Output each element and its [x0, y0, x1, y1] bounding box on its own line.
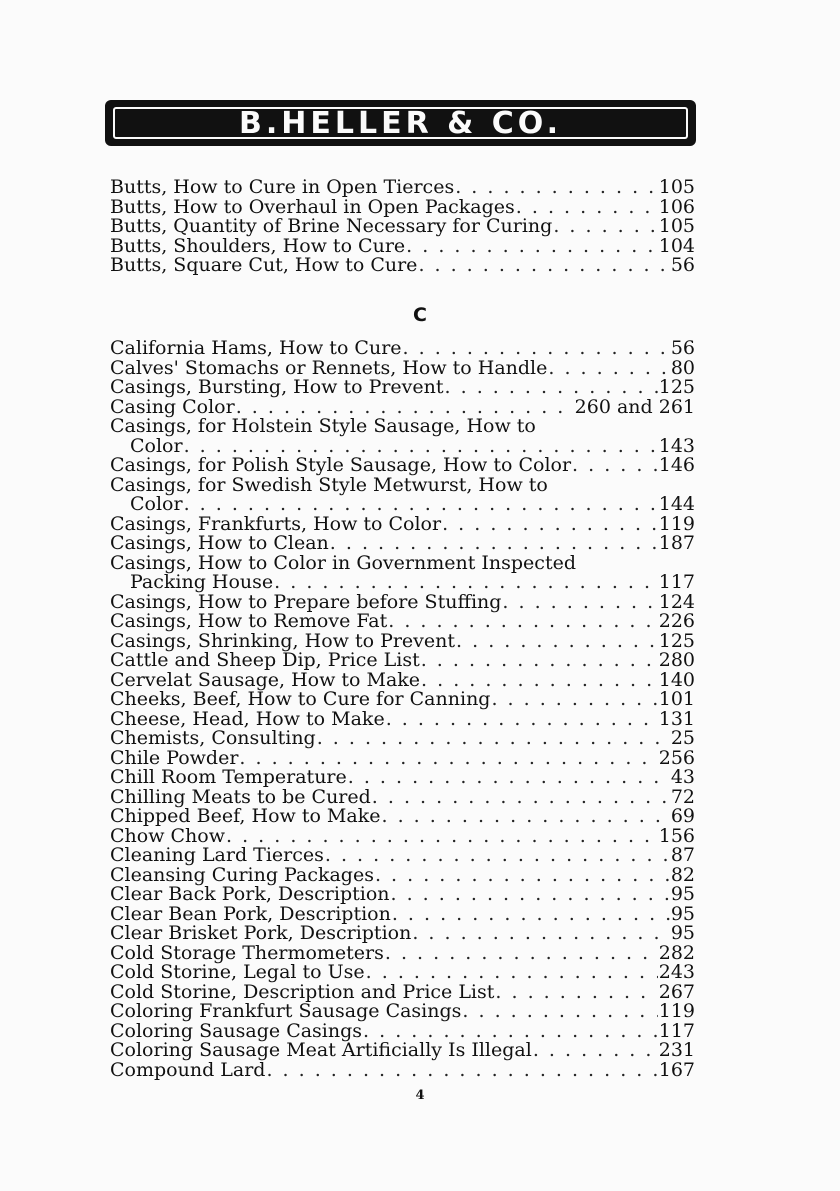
entry-title: Chill Room Temperature — [110, 766, 347, 788]
page-number: 4 — [415, 1088, 425, 1103]
dot-leader — [418, 256, 669, 276]
entry-page: 101 — [658, 688, 695, 710]
index-entry — [110, 456, 695, 476]
entry-title: Cleaning Lard Tierces — [110, 844, 324, 866]
entry-title: Calves' Stomachs or Rennets, How to Handle — [110, 356, 548, 379]
dot-leader — [385, 944, 658, 964]
index-entry — [110, 924, 695, 944]
entry-page: 56 — [670, 337, 695, 359]
index-entry-line: Casings, for Swedish Style Metwurst, How to — [110, 473, 548, 496]
index-entry — [110, 885, 695, 905]
dot-leader — [266, 1061, 657, 1081]
index-entry — [110, 768, 695, 788]
brand-name: B.HELLER & CO. — [239, 105, 562, 141]
dot-leader — [462, 1002, 657, 1022]
entry-page: 131 — [658, 707, 695, 730]
brand-banner-frame — [113, 107, 688, 139]
entry-title: Casings, Frankfurts, How to Color — [110, 512, 442, 535]
dot-leader — [406, 237, 658, 257]
entry-title: Butts, Shoulders, How to Cure — [110, 234, 406, 257]
entry-page: 144 — [658, 493, 695, 515]
index-entry — [110, 217, 695, 237]
index-entry — [110, 256, 695, 276]
dot-leader — [348, 768, 670, 788]
entry-page: 140 — [658, 668, 695, 691]
entry-page: 25 — [670, 727, 695, 749]
entry-page: 72 — [670, 785, 695, 808]
entry-title: Compound Lard — [110, 1058, 266, 1081]
dot-leader — [456, 632, 658, 652]
entry-page: 167 — [658, 1058, 695, 1081]
entry-page: 146 — [658, 454, 695, 476]
entry-page: 95 — [670, 883, 695, 905]
index-entry — [110, 378, 695, 398]
dot-leader — [572, 456, 658, 476]
entry-title: Butts, How to Cure in Open Tierces — [110, 176, 455, 198]
entry-page: 119 — [658, 512, 695, 535]
dot-leader — [386, 710, 658, 730]
entry-title: Coloring Sausage Meat Artificially Is Illegal — [110, 1039, 532, 1061]
entry-title: Clear Back Pork, Description — [110, 883, 390, 905]
entry-title: Clear Brisket Pork, Description — [110, 922, 412, 944]
dot-leader — [366, 963, 658, 983]
entry-page: 69 — [670, 805, 695, 827]
entry-title: Cheese, Head, How to Make — [110, 707, 385, 730]
entry-page: 105 — [658, 176, 695, 198]
dot-leader — [421, 651, 658, 671]
entry-page: 231 — [658, 1039, 695, 1061]
entry-title: Cervelat Sausage, How to Make — [110, 668, 421, 691]
entry-page: 282 — [658, 941, 695, 964]
entry-page: 106 — [658, 195, 695, 218]
entry-page: 95 — [670, 922, 695, 944]
entry-title: Casings, Bursting, How to Prevent — [110, 376, 444, 398]
entry-page: 267 — [658, 980, 695, 1003]
entry-page: 119 — [658, 1000, 695, 1022]
entry-page: 117 — [658, 1019, 695, 1042]
entry-title: Color — [130, 493, 183, 515]
index-entry — [110, 534, 695, 554]
dot-leader — [392, 905, 670, 925]
brand-banner — [105, 100, 696, 146]
index-entry — [110, 846, 695, 866]
entry-title: Butts, How to Overhaul in Open Packages — [110, 195, 515, 218]
dot-leader — [491, 690, 657, 710]
entry-page: 104 — [658, 234, 695, 257]
entry-title: Cleansing Curing Packages — [110, 863, 374, 886]
entry-page: 187 — [658, 532, 695, 554]
entry-title: Cheeks, Beef, How to Cure for Canning — [110, 688, 491, 710]
dot-leader — [553, 217, 657, 237]
entry-title: Chilling Meats to be Cured — [110, 785, 371, 808]
index-entry — [110, 963, 695, 983]
entry-title: Cold Storage Thermometers — [110, 941, 384, 964]
index-entry — [110, 1058, 695, 1081]
dot-leader — [330, 534, 658, 554]
dot-leader — [388, 612, 658, 632]
entry-page: 56 — [670, 254, 695, 276]
entry-page: 105 — [658, 215, 695, 237]
entry-page: 280 — [658, 649, 695, 671]
index-entry — [110, 178, 695, 198]
index-entry — [110, 1002, 695, 1022]
entry-page: 117 — [658, 571, 695, 593]
dot-leader — [502, 593, 657, 613]
dot-leader — [412, 924, 669, 944]
entry-title: Casing Color — [110, 395, 235, 418]
dot-leader — [184, 495, 658, 515]
entry-page: 43 — [670, 766, 695, 788]
entry-title: Coloring Frankfurt Sausage Casings — [110, 1000, 462, 1022]
entry-page: 125 — [658, 376, 695, 398]
dot-leader — [533, 1041, 658, 1061]
entry-page: 87 — [670, 844, 695, 866]
index-entry — [110, 339, 695, 359]
dot-leader — [442, 515, 658, 535]
index-entry — [110, 807, 695, 827]
dot-leader — [375, 866, 670, 886]
entry-page: 226 — [658, 610, 695, 632]
dot-leader — [317, 729, 670, 749]
entry-title: Cattle and Sheep Dip, Price List — [110, 649, 420, 671]
entry-page: 156 — [658, 824, 695, 847]
entry-page: 125 — [658, 629, 695, 652]
entry-page: 82 — [670, 863, 695, 886]
dot-leader — [274, 573, 658, 593]
index-entry-line: Casings, How to Color in Government Inspected — [110, 551, 576, 574]
dot-leader — [495, 983, 657, 1003]
dot-leader — [372, 788, 670, 808]
entry-page: 243 — [658, 961, 695, 983]
entry-title: Butts, Quantity of Brine Necessary for Curing — [110, 215, 553, 237]
entry-title: Chow Chow — [110, 824, 225, 847]
entry-page: 80 — [670, 356, 695, 379]
index-entry — [110, 729, 695, 749]
index-entry — [110, 651, 695, 671]
entry-title: Casings, How to Prepare before Stuffing — [110, 590, 502, 613]
dot-leader — [403, 339, 670, 359]
index-entry — [110, 495, 695, 515]
entry-title: Color — [130, 434, 183, 457]
dot-leader — [548, 359, 669, 379]
index-entry — [110, 690, 695, 710]
entry-title: Cold Storine, Description and Price List — [110, 980, 495, 1003]
entry-title: Packing House — [130, 571, 274, 593]
index-entry — [110, 573, 695, 593]
entry-page: 95 — [670, 902, 695, 925]
entry-title: California Hams, How to Cure — [110, 337, 402, 359]
dot-leader — [325, 846, 670, 866]
entry-title: Butts, Square Cut, How to Cure — [110, 254, 418, 276]
entry-title: Casings, How to Remove Fat — [110, 610, 388, 632]
entry-title: Cold Storine, Legal to Use — [110, 961, 365, 983]
index-section-c — [110, 339, 695, 1080]
dot-leader — [391, 885, 670, 905]
entry-page: 256 — [658, 746, 695, 769]
entry-title: Coloring Sausage Casings — [110, 1019, 363, 1042]
entry-title: Casings, How to Clean — [110, 532, 329, 554]
index-entry — [110, 1041, 695, 1061]
entry-title: Chile Powder — [110, 746, 239, 769]
index-section-b — [110, 178, 695, 276]
entry-page: 143 — [658, 434, 695, 457]
entry-title: Casings, for Polish Style Sausage, How to Color — [110, 454, 572, 476]
entry-page: 260 and 261 — [574, 395, 695, 418]
dot-leader — [455, 178, 658, 198]
index-entry — [110, 612, 695, 632]
entry-title: Chemists, Consulting — [110, 727, 316, 749]
index-entry-line: Casings, for Holstein Style Sausage, How to — [110, 415, 536, 437]
entry-title: Chipped Beef, How to Make — [110, 805, 381, 827]
entry-title: Casings, Shrinking, How to Prevent — [110, 629, 456, 652]
entry-title: Clear Bean Pork, Description — [110, 902, 391, 925]
dot-leader — [381, 807, 669, 827]
section-letter: C — [413, 304, 427, 326]
dot-leader — [445, 378, 658, 398]
entry-page: 124 — [658, 590, 695, 613]
